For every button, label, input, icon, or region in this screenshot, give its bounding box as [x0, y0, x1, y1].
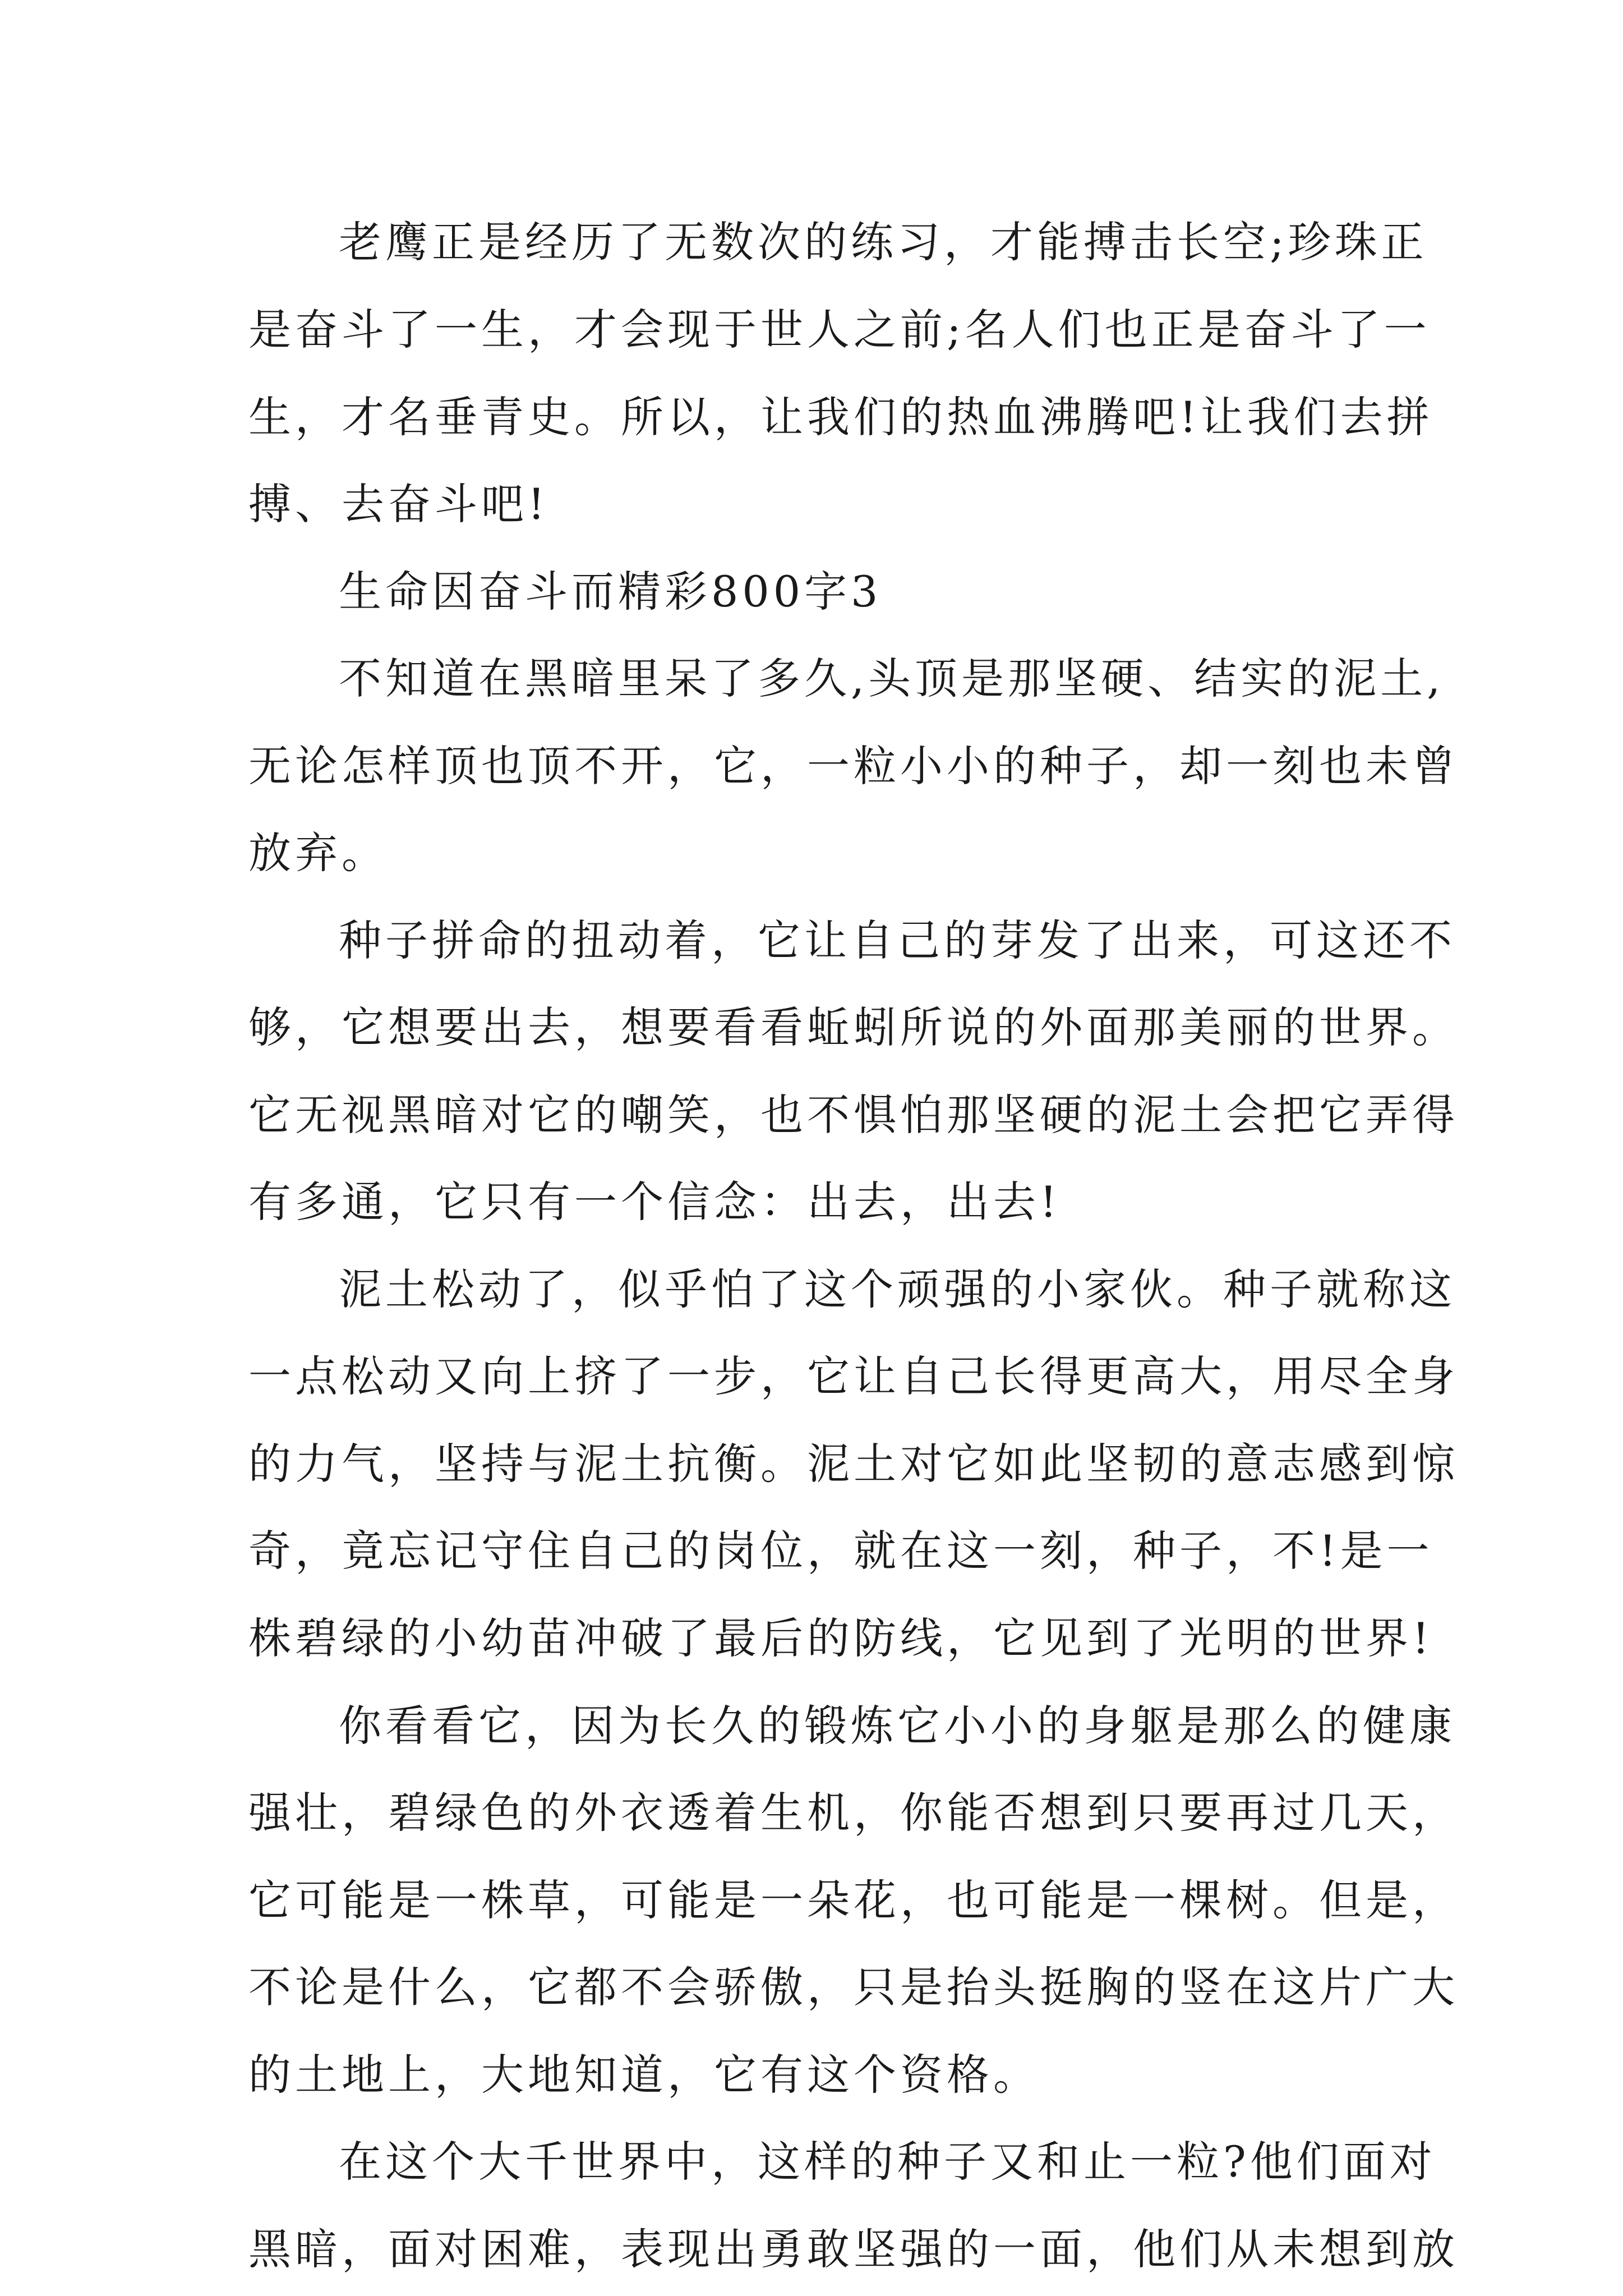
- text-line: 的土地上，大地知道，它有这个资格。: [248, 2050, 1040, 2100]
- text-line: 一点松动又向上挤了一步，它让自己长得更高大，用尽全身: [248, 1351, 1459, 1401]
- text-line: 它可能是一株草，可能是一朵花，也可能是一棵树。但是，: [248, 1875, 1459, 1925]
- text-line: 泥土松动了，似乎怕了这个顽强的小家伙。种子就称这: [339, 1264, 1456, 1314]
- text-line: 有多通，它只有一个信念：出去，出去!: [248, 1177, 1061, 1227]
- text-line: 老鹰正是经历了无数次的练习，才能搏击长空;珍珠正: [339, 217, 1428, 267]
- text-line: 它无视黑暗对它的嘲笑，也不惧怕那坚硬的泥土会把它弄得: [248, 1090, 1459, 1140]
- text-line: 够，它想要出去，想要看看蚯蚓所说的外面那美丽的世界。: [248, 1002, 1459, 1052]
- text-line: 强壮，碧绿色的外衣透着生机，你能否想到只要再过几天，: [248, 1788, 1459, 1838]
- text-line: 种子拼命的扭动着，它让自己的芽发了出来，可这还不: [339, 915, 1456, 965]
- text-line: 的力气，坚持与泥土抗衡。泥土对它如此坚韧的意志感到惊: [248, 1439, 1459, 1489]
- text-line: 是奋斗了一生，才会现于世人之前;名人们也正是奋斗了一: [248, 305, 1431, 355]
- text-line: 你看看它，因为长久的锻炼它小小的身躯是那么的健康: [339, 1701, 1456, 1751]
- text-line: 黑暗，面对困难，表现出勇敢坚强的一面，他们从未想到放: [248, 2224, 1459, 2274]
- text-line: 放弃。: [248, 828, 388, 878]
- text-line: 株碧绿的小幼苗冲破了最后的防线，它见到了光明的世界!: [248, 1613, 1433, 1663]
- section-heading: 生命因奋斗而精彩800字3: [339, 567, 882, 616]
- text-line: 搏、去奋斗吧!: [248, 479, 549, 529]
- text-line: 不论是什么，它都不会骄傲，只是抬头挺胸的竖在这片广大: [248, 1962, 1459, 2012]
- text-line: 无论怎样顶也顶不开，它，一粒小小的种子，却一刻也未曾: [248, 741, 1459, 791]
- text-line: 在这个大千世界中，这样的种子又和止一粒?他们面对: [339, 2137, 1436, 2187]
- text-line: 不知道在黑暗里呆了多久,头顶是那坚硬、结实的泥土,: [339, 654, 1445, 703]
- text-line: 生，才名垂青史。所以，让我们的热血沸腾吧!让我们去拼: [248, 392, 1433, 442]
- text-line: 奇，竟忘记守住自己的岗位，就在这一刻，种子，不!是一: [248, 1526, 1433, 1576]
